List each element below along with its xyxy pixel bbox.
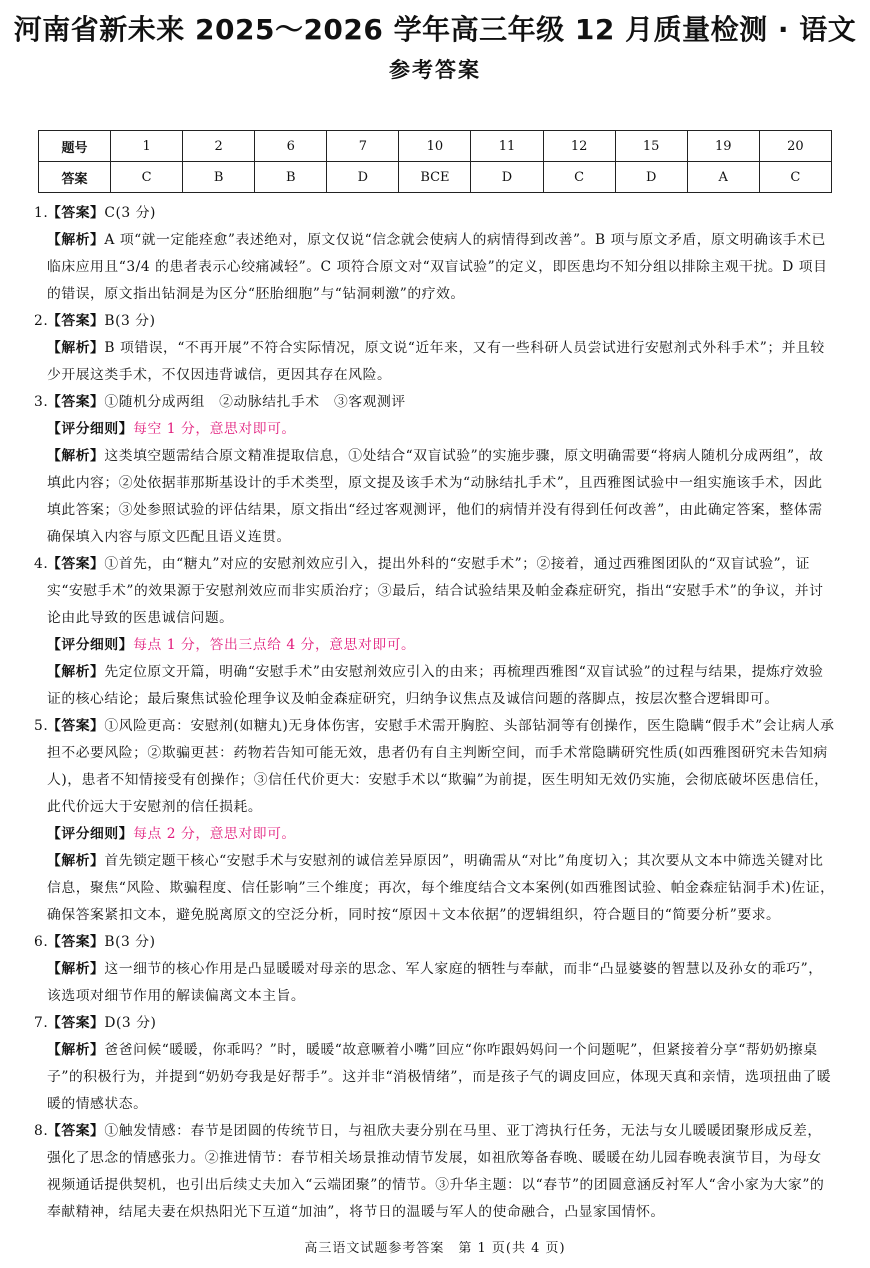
rubric-line <box>34 632 836 659</box>
rubric-line <box>34 821 836 848</box>
question-item-7 <box>34 1010 836 1118</box>
question-item-3 <box>34 389 836 551</box>
answer-cell: D <box>615 162 687 193</box>
answer-line <box>34 1118 836 1226</box>
answer-cell: C <box>111 162 183 193</box>
answer-explanations <box>34 200 836 1226</box>
answer-cell: D <box>327 162 399 193</box>
answer-text: C(3 分) <box>104 205 156 221</box>
answer-cell: B <box>255 162 327 193</box>
row-label-answer: 答案 <box>39 162 111 193</box>
answer-text: B(3 分) <box>104 313 156 329</box>
answer-line <box>34 1010 836 1037</box>
answer-cell: A <box>687 162 759 193</box>
answer-text: ①风险更高：安慰剂(如糖丸)无身体伤害，安慰手术需开胸腔、头部钻洞等有创操作，医生隐瞒“假手术”会让病人承担不必要风险；②欺骗更甚：药物若告知可能无效，患者仍有自主判断空间，而手术常隐瞒研究性质(如西雅图研究未告知病人)，患者不知情接受有创操作；③信任代价更大：安慰手术以“欺骗”为前提，医生明知无效仍实施，会彻底破坏医患信任，此代价远大于安慰剂的信任损耗。 <box>47 718 835 815</box>
question-number: 10 <box>399 131 471 162</box>
question-number-label: 6. <box>34 934 49 950</box>
rubric-tag: 【评分细则】 <box>47 637 134 653</box>
question-number: 11 <box>471 131 543 162</box>
question-number: 1 <box>111 131 183 162</box>
analysis-text: 首先锁定题干核心“安慰手术与安慰剂的诚信差异原因”，明确需从“对比”角度切入；其次要从文本中筛选关键对比信息，聚焦“风险、欺骗程度、信任影响”三个维度；再次，每个维度结合文本案例(如西雅图试验、帕金森症钻洞手术)佐证，确保答案紧扣文本，避免脱离原文的空泛分析，同时按“原因＋文本依据”的逻辑组织，符合题目的“简要分析”要求。 <box>47 853 835 923</box>
question-item-8 <box>34 1118 836 1226</box>
question-item-4 <box>34 551 836 713</box>
question-number-label: 5. <box>34 718 49 734</box>
rubric-text: 每点 2 分，意思对即可。 <box>133 826 296 842</box>
answer-line <box>34 200 836 227</box>
answer-table <box>38 130 832 193</box>
analysis-paragraph <box>34 659 836 713</box>
analysis-text: 这类填空题需结合原文精准提取信息，①处结合“双盲试验”的实施步骤，原文明确需要“将病人随机分成两组”，故填此内容；②处依据菲那斯基设计的手术类型，原文提及该手术为“动脉结扎手术”，且西雅图试验中一组实施该手术，因此填此答案；③处参照试验的评估结果，原文指出“经过客观测评，他们的病情并没有得到任何改善”，由此确定答案，整体需确保填入内容与原文匹配且语义连贯。 <box>47 448 824 545</box>
rubric-text: 每空 1 分，意思对即可。 <box>133 421 296 437</box>
analysis-tag: 【解析】 <box>47 961 105 977</box>
analysis-tag: 【解析】 <box>47 853 105 869</box>
answer-tag: 【答案】 <box>47 1015 105 1031</box>
question-number: 15 <box>615 131 687 162</box>
answer-cell: D <box>471 162 543 193</box>
page-title: 河南省新未来 2025～2026 学年高三年级 12 月质量检测 · 语文 <box>13 13 857 46</box>
rubric-tag: 【评分细则】 <box>47 826 134 842</box>
answer-text: D(3 分) <box>104 1015 157 1031</box>
question-item-5 <box>34 713 836 929</box>
analysis-paragraph <box>34 1037 836 1118</box>
analysis-text: 这一细节的核心作用是凸显暖暖对母亲的思念、军人家庭的牺牲与奉献，而非“凸显婆婆的智慧以及孙女的乖巧”，该选项对细节作用的解读偏离文本主旨。 <box>47 961 823 1004</box>
question-number: 12 <box>543 131 615 162</box>
analysis-tag: 【解析】 <box>47 448 105 464</box>
question-item-1 <box>34 200 836 308</box>
rubric-line <box>34 416 836 443</box>
page-subtitle: 参考答案 <box>389 58 481 82</box>
analysis-text: B 项错误，“不再开展”不符合实际情况，原文说“近年来，又有一些科研人员尝试进行安慰剂式外科手术”；并且较少开展这类手术，不仅因违背诚信，更因其存在风险。 <box>47 340 825 383</box>
page-footer: 高三语文试题参考答案 第 1 页(共 4 页) <box>304 1241 566 1256</box>
answer-row <box>39 162 832 193</box>
answer-tag: 【答案】 <box>47 718 105 734</box>
answer-cell: C <box>759 162 831 193</box>
question-item-2 <box>34 308 836 389</box>
answer-cell: BCE <box>399 162 471 193</box>
answer-tag: 【答案】 <box>47 556 105 572</box>
question-number-label: 2. <box>34 313 49 329</box>
answer-tag: 【答案】 <box>47 313 105 329</box>
answer-tag: 【答案】 <box>47 394 105 410</box>
analysis-text: A 项“就一定能痊愈”表述绝对，原文仅说“信念就会使病人的病情得到改善”。B 项与原文矛盾，原文明确该手术已临床应用且“3/4 的患者表示心绞痛减轻”。C 项符合原文对“双盲试验”的定义，即医患均不知分组以排除主观干扰。D 项目的错误，原文指出钻洞是为区分“胚胎细胞”与“钻洞刺激”的疗效。 <box>47 232 828 302</box>
question-number-row <box>39 131 832 162</box>
row-label-number: 题号 <box>39 131 111 162</box>
answer-tag: 【答案】 <box>47 1123 105 1139</box>
question-number: 6 <box>255 131 327 162</box>
question-number: 19 <box>687 131 759 162</box>
answer-line <box>34 929 836 956</box>
analysis-tag: 【解析】 <box>47 1042 105 1058</box>
analysis-text: 先定位原文开篇，明确“安慰手术”由安慰剂效应引入的由来；再梳理西雅图“双盲试验”的过程与结果，提炼疗效验证的核心结论；最后聚焦试验伦理争议及帕金森症研究，归纳争议焦点及诚信问题的落脚点，按层次整合逻辑即可。 <box>47 664 824 707</box>
answer-line <box>34 551 836 632</box>
answer-tag: 【答案】 <box>47 934 105 950</box>
question-number-label: 7. <box>34 1015 49 1031</box>
answer-text: ①首先，由“糖丸”对应的安慰剂效应引入，提出外科的“安慰手术”；②接着，通过西雅图团队的“双盲试验”，证实“安慰手术”的效果源于安慰剂效应而非实质治疗；③最后，结合试验结果及帕金森症研究，指出“安慰手术”的争议，并讨论由此导致的医患诚信问题。 <box>47 556 824 626</box>
analysis-paragraph <box>34 443 836 551</box>
question-number: 20 <box>759 131 831 162</box>
analysis-tag: 【解析】 <box>47 232 105 248</box>
answer-tag: 【答案】 <box>47 205 105 221</box>
answer-cell: B <box>183 162 255 193</box>
analysis-paragraph <box>34 956 836 1010</box>
question-number: 2 <box>183 131 255 162</box>
answer-line <box>34 713 836 821</box>
analysis-paragraph <box>34 848 836 929</box>
question-number-label: 8. <box>34 1123 49 1139</box>
answer-line <box>34 308 836 335</box>
rubric-text: 每点 1 分，答出三点给 4 分，意思对即可。 <box>133 637 416 653</box>
answer-line <box>34 389 836 416</box>
analysis-tag: 【解析】 <box>47 664 105 680</box>
analysis-paragraph <box>34 227 836 308</box>
question-number-label: 3. <box>34 394 49 410</box>
analysis-tag: 【解析】 <box>47 340 105 356</box>
analysis-paragraph <box>34 335 836 389</box>
analysis-text: 爸爸问候“暖暖，你乖吗？”时，暖暖“故意噘着小嘴”回应“你咋跟妈妈问一个问题呢”，但紧接着分享“帮奶奶擦桌子”的积极行为，并提到“奶奶夸我是好帮手”。这并非“消极情绪”，而是孩子气的调皮回应，体现天真和亲情，选项扭曲了暖暖的情感状态。 <box>47 1042 832 1112</box>
answer-text: ①触发情感：春节是团圆的传统节日，与祖欣夫妻分别在马里、亚丁湾执行任务，无法与女儿暖暖团聚形成反差，强化了思念的情感张力。②推进情节：春节相关场景推动情节发展，如祖欣筹备春晚、暖暖在幼儿园春晚表演节目，为母女视频通话提供契机，也引出后续丈夫加入“云端团聚”的情节。③升华主题：以“春节”的团圆意涵反衬军人“舍小家为大家”的奉献精神，结尾夫妻在炽热阳光下互道“加油”，将节日的温暖与军人的使命融合，凸显家国情怀。 <box>47 1123 825 1220</box>
rubric-tag: 【评分细则】 <box>47 421 134 437</box>
answer-cell: C <box>543 162 615 193</box>
answer-text: B(3 分) <box>104 934 156 950</box>
question-number-label: 1. <box>34 205 49 221</box>
question-number-label: 4. <box>34 556 49 572</box>
question-item-6 <box>34 929 836 1010</box>
question-number: 7 <box>327 131 399 162</box>
answer-text: ①随机分成两组 ②动脉结扎手术 ③客观测评 <box>104 394 406 410</box>
